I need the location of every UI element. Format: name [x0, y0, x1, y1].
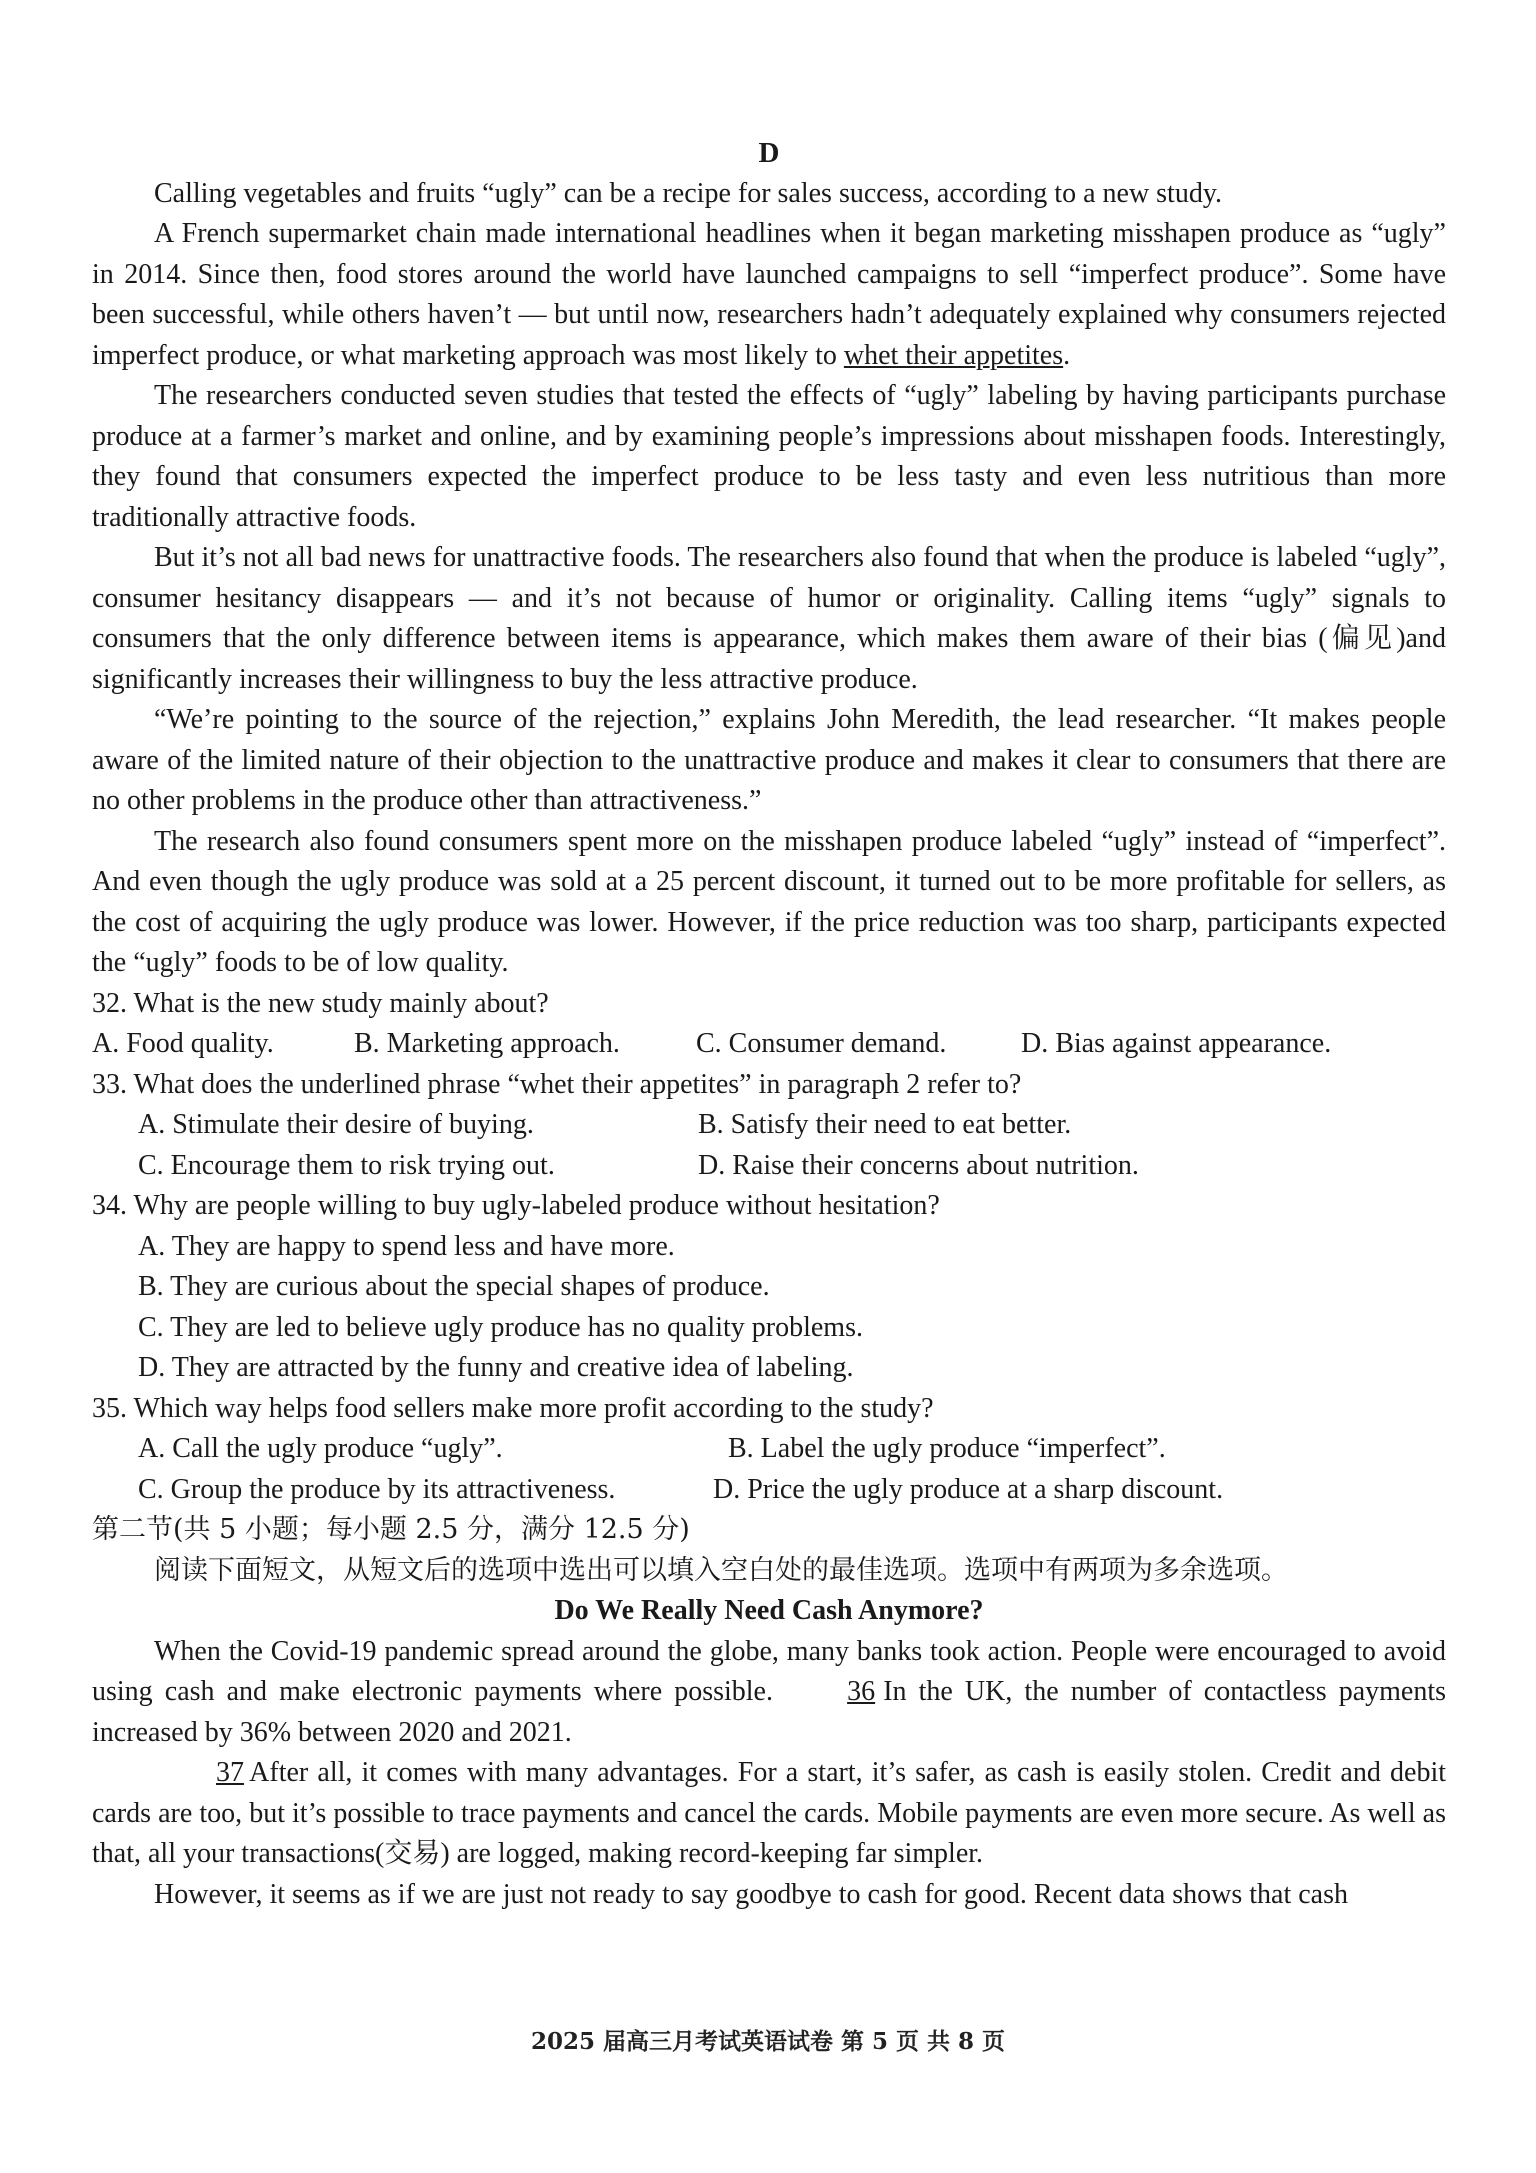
question-35-options-row-1	[92, 1429, 1446, 1470]
article-paragraph-1-text: When the Covid-19 pandemic spread around the globe, many banks took action. People were encouraged to avoid using cash and make electronic payments where possible.	[92, 1635, 1446, 1707]
option-a: A. Call the ugly produce “ugly”.	[138, 1433, 503, 1464]
paragraph-2-text: A French supermarket chain made international headlines when it began marketing misshapen produce as “ugly” in 2014. Since then, food stores around the world have launched campaigns to sell “imperfect produce”. Some have been successful, while others haven’t — but until now, researchers hadn’t adequately explained why consumers rejected imperfect produce, or what marketing approach was most likely to	[92, 218, 1446, 371]
option-c: C. Group the produce by its attractiveness.	[138, 1473, 616, 1505]
option-d: D. Price the ugly produce at a sharp discount.	[713, 1473, 1224, 1505]
question-35-options-row-2	[92, 1470, 1446, 1511]
section-letter: D	[758, 137, 780, 169]
option-c: C. They are led to believe ugly produce has no quality problems.	[138, 1311, 863, 1343]
question-34	[92, 1186, 1446, 1389]
option-d: D. Raise their concerns about nutrition.	[698, 1149, 1139, 1181]
question-32-options	[92, 1024, 1446, 1065]
question-35	[92, 1389, 1446, 1511]
section-2-heading: 第二节(共 5 小题；每小题 2.5 分，满分 12.5 分)	[92, 1514, 690, 1545]
paragraph-2-end: .	[1063, 339, 1071, 371]
option-a: A. Food quality.	[92, 1028, 274, 1059]
question-32-stem: 32. What is the new study mainly about?	[92, 987, 549, 1019]
section-2-instruction: 阅读下面短文，从短文后的选项中选出可以填入空白处的最佳选项。选项中有两项为多余选项。	[154, 1554, 1288, 1586]
option-c: C. Consumer demand.	[696, 1028, 947, 1059]
option-a: A. They are happy to spend less and have more.	[138, 1230, 675, 1262]
option-d: D. They are attracted by the funny and creative idea of labeling.	[138, 1352, 854, 1383]
question-33-options-row-1	[92, 1105, 1446, 1146]
article-paragraph-2-text: After all, it comes with many advantages. For a start, it’s safer, as cash is easily stolen. Credit and debit cards are too, but it’s possible to trace payments and cancel the cards. Mobile payments are even more secure. As well as that, all your transactions(交易) are logged, making record-keeping far simpler.	[92, 1757, 1446, 1869]
option-b: B. Label the ugly produce “imperfect”.	[728, 1433, 1166, 1464]
underlined-phrase: whet their appetites	[843, 339, 1064, 371]
question-33-stem: 33. What does the underlined phrase “whet their appetites” in paragraph 2 refer to?	[92, 1068, 1022, 1100]
blank-37: 37	[216, 1757, 244, 1788]
option-b: B. Satisfy their need to eat better.	[698, 1109, 1072, 1140]
passage-paragraph-4: But it’s not all bad news for unattractive foods. The researchers also found that when the produce is labeled “ugly”, consumer hesitancy disappears — and it’s not because of humor or originality. Calling items “ugly” signals to consumers that the only difference between items is appearance, which makes them aware of their bias (偏见)and significantly increases their willingness to buy the less attractive produce.	[92, 542, 1446, 695]
passage-paragraph-6: The research also found consumers spent more on the misshapen produce labeled “ugly” instead of “imperfect”. And even though the ugly produce was sold at a 25 percent discount, it turned out to be more profitable for sellers, as the cost of acquiring the ugly produce was lower. However, if the price reduction was too sharp, participants expected the “ugly” foods to be of low quality.	[92, 825, 1446, 978]
page-footer: 2025 届高三月考试英语试卷 第 5 页 共 8 页	[530, 2028, 1006, 2055]
option-d: D. Bias against appearance.	[1021, 1028, 1332, 1059]
article-paragraph-2	[92, 1753, 1446, 1875]
article-paragraph-3: However, it seems as if we are just not ready to say goodbye to cash for good. Recent data shows that cash	[154, 1878, 1348, 1910]
option-b: B. Marketing approach.	[354, 1028, 620, 1059]
blank-36: 36	[847, 1676, 876, 1707]
article-paragraph-1-end: In the UK, the number of contactless payments increased by 36% between 2020 and 2021.	[92, 1676, 1447, 1748]
passage-paragraph-3: The researchers conducted seven studies that tested the effects of “ugly” labeling by having participants purchase produce at a farmer’s market and online, and by examining people’s impressions about misshapen foods. Interestingly, they found that consumers expected the imperfect produce to be less tasty and even less nutritious than more traditionally attractive foods.	[92, 380, 1446, 533]
question-32	[92, 984, 1446, 1065]
passage-paragraph-1: Calling vegetables and fruits “ugly” can be a recipe for sales success, according to a new study.	[154, 177, 1223, 209]
option-a: A. Stimulate their desire of buying.	[138, 1109, 534, 1140]
article-title: Do We Really Need Cash Anymore?	[554, 1595, 984, 1626]
page-content	[92, 133, 1446, 1915]
question-34-stem: 34. Why are people willing to buy ugly-labeled produce without hesitation?	[92, 1190, 940, 1221]
question-33-options-row-2	[92, 1146, 1446, 1187]
question-35-stem: 35. Which way helps food sellers make more profit according to the study?	[92, 1392, 934, 1424]
question-33	[92, 1065, 1446, 1187]
passage-paragraph-5: “We’re pointing to the source of the rejection,” explains John Meredith, the lead researcher. “It makes people aware of the limited nature of their objection to the unattractive produce and makes it clear to consumers that there are no other problems in the produce other than attractiveness.”	[92, 704, 1446, 816]
article-paragraph-1	[92, 1632, 1446, 1754]
option-b: B. They are curious about the special shapes of produce.	[138, 1271, 770, 1302]
passage-paragraph-2	[92, 214, 1446, 376]
option-c: C. Encourage them to risk trying out.	[138, 1149, 555, 1181]
